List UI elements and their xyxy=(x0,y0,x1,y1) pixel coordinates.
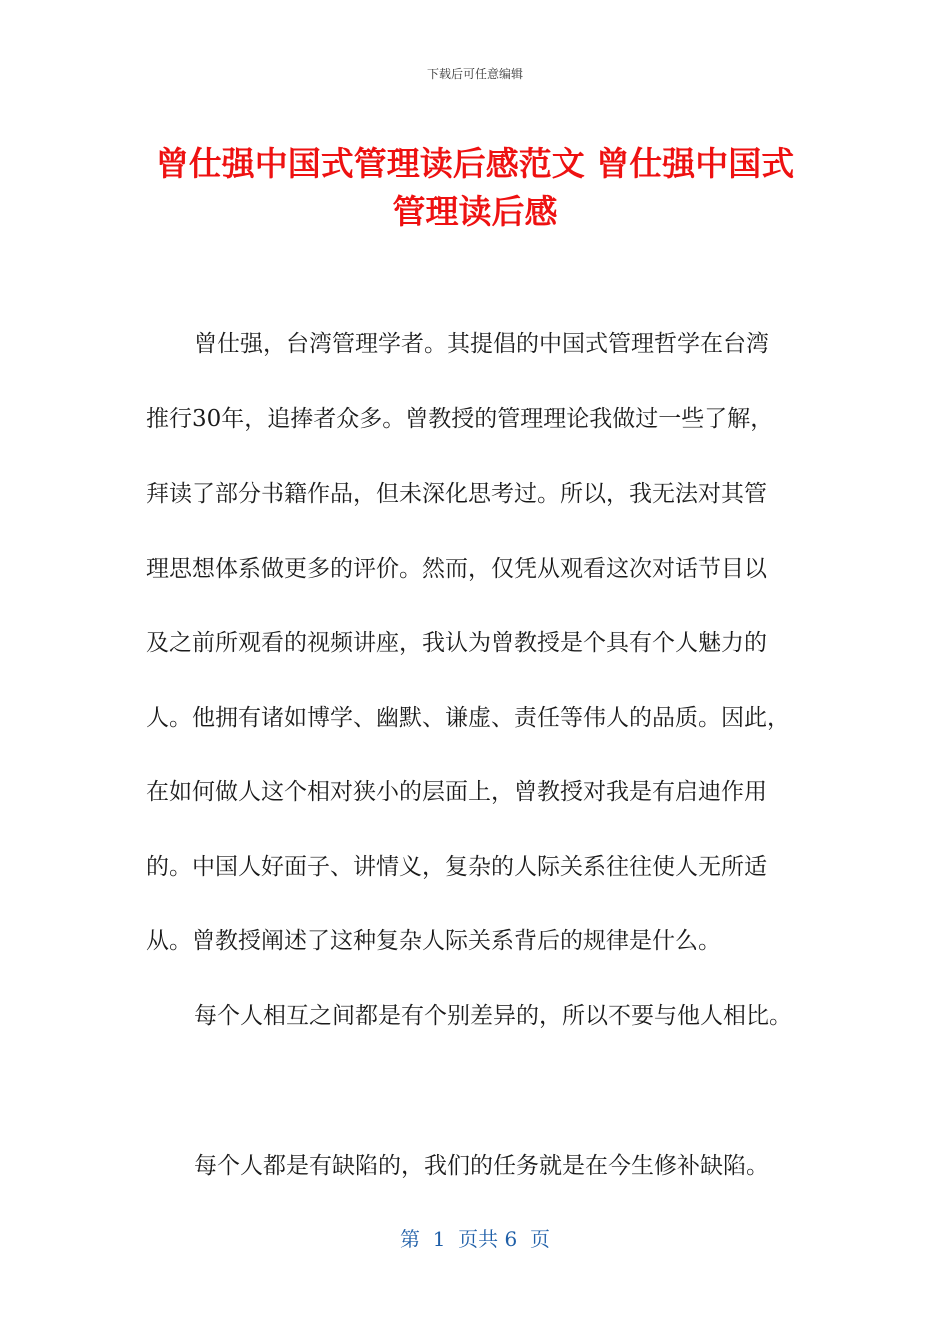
paragraph-1-line-1: 曾仕强，台湾管理学者。其提倡的中国式管理哲学在台湾 xyxy=(194,331,769,357)
paragraph-1-line-6: 人。他拥有诸如博学、幽默、谦虚、责任等伟人的品质。因此， xyxy=(146,705,790,731)
document-body xyxy=(146,0,806,1344)
title-line-2: 管理读后感 xyxy=(392,192,558,231)
paragraph-1-line-3: 拜读了部分书籍作品，但未深化思考过。所以，我无法对其管 xyxy=(146,481,767,507)
title-line-1: 曾仕强中国式管理读后感范文 曾仕强中国式 xyxy=(155,144,795,183)
paragraph-1-line-8: 的。中国人好面子、讲情义，复杂的人际关系往往使人无所适 xyxy=(146,854,767,880)
paragraph-1-line-4: 理思想体系做更多的评价。然而，仅凭从观看这次对话节目以 xyxy=(146,556,767,582)
page-number-footer: 第 1 页共 6 页 xyxy=(400,1227,550,1251)
paragraph-3: 每个人都是有缺陷的，我们的任务就是在今生修补缺陷。 xyxy=(194,1153,769,1179)
paragraph-1-line-5: 及之前所观看的视频讲座，我认为曾教授是个具有个人魅力的 xyxy=(146,630,767,656)
page-header-note: 下载后可任意编辑 xyxy=(426,67,523,81)
paragraph-2: 每个人相互之间都是有个别差异的，所以不要与他人相比。 xyxy=(194,1003,792,1029)
paragraph-1-line-7: 在如何做人这个相对狭小的层面上，曾教授对我是有启迪作用 xyxy=(146,779,767,805)
paragraph-1-line-2: 推行30年，追捧者众多。曾教授的管理理论我做过一些了解， xyxy=(146,406,774,432)
paragraph-1-line-9: 从。曾教授阐述了这种复杂人际关系背后的规律是什么。 xyxy=(146,928,721,954)
